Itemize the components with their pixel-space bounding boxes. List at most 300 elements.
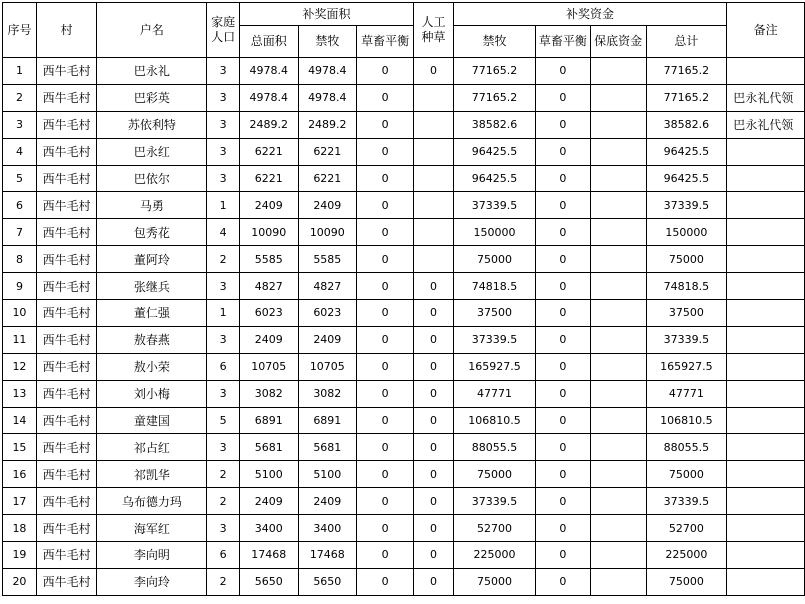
cell-area-balance: 0: [357, 246, 414, 273]
cell-village: 西牛毛村: [36, 111, 97, 138]
cell-artificial-grass: [414, 138, 454, 165]
cell-area-balance: 0: [357, 488, 414, 515]
cell-artificial-grass: 0: [414, 326, 454, 353]
cell-family-population: 3: [207, 434, 240, 461]
cell-area-graze-ban: 2409: [298, 192, 357, 219]
cell-area-graze-ban: 3082: [298, 380, 357, 407]
cell-fund-guarantee: [590, 407, 646, 434]
cell-area-total: 2409: [239, 326, 298, 353]
cell-area-graze-ban: 3400: [298, 515, 357, 542]
cell-area-graze-ban: 4827: [298, 273, 357, 300]
cell-village: 西牛毛村: [36, 434, 97, 461]
cell-family-population: 3: [207, 515, 240, 542]
cell-area-graze-ban: 2489.2: [298, 111, 357, 138]
cell-village: 西牛毛村: [36, 165, 97, 192]
cell-fund-guarantee: [590, 380, 646, 407]
cell-artificial-grass: [414, 84, 454, 111]
cell-area-graze-ban: 6221: [298, 138, 357, 165]
cell-fund-guarantee: [590, 300, 646, 327]
cell-seq: 9: [3, 273, 37, 300]
cell-area-balance: 0: [357, 192, 414, 219]
cell-fund-guarantee: [590, 273, 646, 300]
cell-fund-total: 77165.2: [646, 58, 727, 85]
cell-fund-guarantee: [590, 434, 646, 461]
cell-note: [727, 542, 805, 569]
cell-area-total: 6221: [239, 138, 298, 165]
cell-area-graze-ban: 5585: [298, 246, 357, 273]
cell-area-graze-ban: 2409: [298, 488, 357, 515]
cell-family-population: 3: [207, 84, 240, 111]
cell-household-name: 童建国: [97, 407, 207, 434]
cell-area-total: 6891: [239, 407, 298, 434]
cell-area-graze-ban: 5650: [298, 568, 357, 595]
cell-area-graze-ban: 4978.4: [298, 84, 357, 111]
header-fund-graze-ban: 禁牧: [453, 26, 535, 58]
cell-household-name: 敖小荣: [97, 353, 207, 380]
cell-fund-graze-ban: 77165.2: [453, 58, 535, 85]
cell-area-graze-ban: 5100: [298, 461, 357, 488]
cell-village: 西牛毛村: [36, 326, 97, 353]
cell-fund-total: 106810.5: [646, 407, 727, 434]
cell-fund-graze-ban: 165927.5: [453, 353, 535, 380]
cell-fund-balance: 0: [536, 300, 590, 327]
cell-fund-guarantee: [590, 353, 646, 380]
cell-fund-balance: 0: [536, 326, 590, 353]
header-area-balance: 草畜平衡: [357, 26, 414, 58]
cell-fund-total: 96425.5: [646, 165, 727, 192]
cell-area-total: 4978.4: [239, 84, 298, 111]
cell-village: 西牛毛村: [36, 515, 97, 542]
cell-family-population: 6: [207, 542, 240, 569]
cell-fund-balance: 0: [536, 353, 590, 380]
cell-artificial-grass: 0: [414, 461, 454, 488]
cell-fund-total: 75000: [646, 461, 727, 488]
header-seq: 序号: [3, 3, 37, 58]
cell-fund-graze-ban: 38582.6: [453, 111, 535, 138]
table-body: [3, 58, 805, 596]
table-row: [3, 407, 805, 434]
cell-area-balance: 0: [357, 326, 414, 353]
table-row: [3, 326, 805, 353]
cell-note: [727, 488, 805, 515]
cell-fund-balance: 0: [536, 380, 590, 407]
cell-family-population: 3: [207, 165, 240, 192]
cell-village: 西牛毛村: [36, 407, 97, 434]
cell-fund-graze-ban: 37500: [453, 300, 535, 327]
cell-fund-balance: 0: [536, 219, 590, 246]
cell-village: 西牛毛村: [36, 273, 97, 300]
cell-area-total: 17468: [239, 542, 298, 569]
header-fund-balance: 草畜平衡: [536, 26, 590, 58]
table-row: [3, 515, 805, 542]
cell-artificial-grass: 0: [414, 568, 454, 595]
table-row: [3, 58, 805, 85]
table-row: [3, 434, 805, 461]
header-note: 备注: [727, 3, 805, 58]
cell-fund-graze-ban: 37339.5: [453, 488, 535, 515]
cell-area-total: 6221: [239, 165, 298, 192]
cell-family-population: 2: [207, 461, 240, 488]
cell-artificial-grass: [414, 246, 454, 273]
cell-village: 西牛毛村: [36, 461, 97, 488]
cell-fund-graze-ban: 75000: [453, 461, 535, 488]
cell-seq: 8: [3, 246, 37, 273]
cell-area-graze-ban: 5681: [298, 434, 357, 461]
cell-fund-graze-ban: 77165.2: [453, 84, 535, 111]
cell-fund-graze-ban: 37339.5: [453, 326, 535, 353]
cell-fund-graze-ban: 37339.5: [453, 192, 535, 219]
cell-household-name: 敖春燕: [97, 326, 207, 353]
cell-seq: 19: [3, 542, 37, 569]
cell-fund-guarantee: [590, 138, 646, 165]
cell-seq: 6: [3, 192, 37, 219]
cell-fund-balance: 0: [536, 84, 590, 111]
cell-note: [727, 326, 805, 353]
cell-area-balance: 0: [357, 300, 414, 327]
cell-area-total: 10090: [239, 219, 298, 246]
table-row: [3, 568, 805, 595]
cell-fund-guarantee: [590, 246, 646, 273]
cell-household-name: 马勇: [97, 192, 207, 219]
cell-fund-graze-ban: 75000: [453, 246, 535, 273]
cell-fund-balance: 0: [536, 58, 590, 85]
cell-fund-total: 75000: [646, 568, 727, 595]
cell-fund-graze-ban: 150000: [453, 219, 535, 246]
cell-household-name: 刘小梅: [97, 380, 207, 407]
header-area-graze-ban: 禁牧: [298, 26, 357, 58]
cell-area-total: 2409: [239, 488, 298, 515]
cell-artificial-grass: [414, 219, 454, 246]
header-household: 户名: [97, 3, 207, 58]
cell-seq: 15: [3, 434, 37, 461]
cell-artificial-grass: 0: [414, 434, 454, 461]
cell-area-total: 5100: [239, 461, 298, 488]
cell-note: [727, 407, 805, 434]
cell-family-population: 3: [207, 138, 240, 165]
cell-note: [727, 273, 805, 300]
cell-fund-guarantee: [590, 568, 646, 595]
table-row: [3, 380, 805, 407]
cell-fund-total: 37339.5: [646, 192, 727, 219]
cell-fund-balance: 0: [536, 138, 590, 165]
header-family-line-2: 人口: [211, 30, 236, 44]
header-family-population: [207, 3, 240, 58]
cell-area-total: 5650: [239, 568, 298, 595]
cell-area-graze-ban: 6891: [298, 407, 357, 434]
cell-fund-balance: 0: [536, 192, 590, 219]
cell-fund-guarantee: [590, 461, 646, 488]
cell-household-name: 包秀花: [97, 219, 207, 246]
cell-seq: 10: [3, 300, 37, 327]
cell-fund-graze-ban: 52700: [453, 515, 535, 542]
cell-artificial-grass: 0: [414, 58, 454, 85]
cell-area-graze-ban: 17468: [298, 542, 357, 569]
cell-area-balance: 0: [357, 165, 414, 192]
header-artificial-line-2: 种草: [421, 30, 446, 44]
cell-area-balance: 0: [357, 111, 414, 138]
cell-area-total: 5585: [239, 246, 298, 273]
cell-area-balance: 0: [357, 84, 414, 111]
cell-seq: 11: [3, 326, 37, 353]
cell-area-total: 2489.2: [239, 111, 298, 138]
cell-area-balance: 0: [357, 353, 414, 380]
table-row: [3, 84, 805, 111]
cell-seq: 13: [3, 380, 37, 407]
cell-family-population: 3: [207, 111, 240, 138]
cell-family-population: 5: [207, 407, 240, 434]
cell-fund-guarantee: [590, 84, 646, 111]
cell-artificial-grass: 0: [414, 407, 454, 434]
table-row: [3, 353, 805, 380]
cell-fund-guarantee: [590, 165, 646, 192]
cell-artificial-grass: [414, 192, 454, 219]
header-fund-total: 总计: [646, 26, 727, 58]
cell-area-graze-ban: 4978.4: [298, 58, 357, 85]
cell-note: [727, 246, 805, 273]
cell-seq: 4: [3, 138, 37, 165]
cell-household-name: 祁占红: [97, 434, 207, 461]
header-family-line-1: 家庭: [211, 15, 236, 29]
cell-note: [727, 515, 805, 542]
cell-artificial-grass: 0: [414, 353, 454, 380]
cell-fund-graze-ban: 75000: [453, 568, 535, 595]
cell-village: 西牛毛村: [36, 380, 97, 407]
cell-household-name: 祁凯华: [97, 461, 207, 488]
cell-artificial-grass: 0: [414, 515, 454, 542]
cell-family-population: 3: [207, 326, 240, 353]
cell-household-name: 巴依尔: [97, 165, 207, 192]
cell-fund-total: 225000: [646, 542, 727, 569]
table-row: [3, 273, 805, 300]
cell-seq: 16: [3, 461, 37, 488]
cell-fund-balance: 0: [536, 407, 590, 434]
cell-area-total: 3400: [239, 515, 298, 542]
cell-fund-balance: 0: [536, 246, 590, 273]
cell-fund-balance: 0: [536, 568, 590, 595]
cell-note: [727, 300, 805, 327]
cell-fund-guarantee: [590, 542, 646, 569]
table-row: [3, 488, 805, 515]
cell-village: 西牛毛村: [36, 353, 97, 380]
cell-artificial-grass: 0: [414, 380, 454, 407]
cell-area-balance: 0: [357, 273, 414, 300]
cell-household-name: 海军红: [97, 515, 207, 542]
cell-fund-balance: 0: [536, 273, 590, 300]
cell-area-graze-ban: 6221: [298, 165, 357, 192]
cell-area-balance: 0: [357, 515, 414, 542]
cell-note: 巴永礼代领: [727, 111, 805, 138]
cell-family-population: 1: [207, 300, 240, 327]
cell-seq: 18: [3, 515, 37, 542]
cell-note: 巴永礼代领: [727, 84, 805, 111]
cell-village: 西牛毛村: [36, 138, 97, 165]
cell-family-population: 4: [207, 219, 240, 246]
cell-fund-total: 88055.5: [646, 434, 727, 461]
cell-fund-balance: 0: [536, 434, 590, 461]
cell-artificial-grass: [414, 165, 454, 192]
cell-fund-total: 75000: [646, 246, 727, 273]
cell-family-population: 6: [207, 353, 240, 380]
cell-fund-graze-ban: 88055.5: [453, 434, 535, 461]
cell-artificial-grass: 0: [414, 488, 454, 515]
cell-household-name: 苏依利特: [97, 111, 207, 138]
cell-village: 西牛毛村: [36, 246, 97, 273]
subsidy-table: [2, 2, 805, 596]
cell-area-balance: 0: [357, 461, 414, 488]
cell-fund-balance: 0: [536, 488, 590, 515]
cell-fund-graze-ban: 47771: [453, 380, 535, 407]
cell-fund-guarantee: [590, 488, 646, 515]
cell-household-name: 李向明: [97, 542, 207, 569]
cell-fund-balance: 0: [536, 515, 590, 542]
table-row: [3, 246, 805, 273]
cell-seq: 7: [3, 219, 37, 246]
cell-area-balance: 0: [357, 219, 414, 246]
cell-note: [727, 380, 805, 407]
cell-family-population: 3: [207, 380, 240, 407]
cell-family-population: 2: [207, 568, 240, 595]
cell-fund-total: 96425.5: [646, 138, 727, 165]
table-header: [3, 3, 805, 58]
cell-household-name: 张继兵: [97, 273, 207, 300]
cell-family-population: 3: [207, 58, 240, 85]
cell-note: [727, 434, 805, 461]
cell-fund-total: 37500: [646, 300, 727, 327]
cell-fund-total: 37339.5: [646, 488, 727, 515]
cell-fund-graze-ban: 225000: [453, 542, 535, 569]
header-fund-guarantee: 保底资金: [590, 26, 646, 58]
cell-fund-graze-ban: 106810.5: [453, 407, 535, 434]
cell-note: [727, 353, 805, 380]
cell-fund-balance: 0: [536, 111, 590, 138]
cell-area-balance: 0: [357, 380, 414, 407]
header-area-total: 总面积: [239, 26, 298, 58]
cell-village: 西牛毛村: [36, 192, 97, 219]
cell-fund-total: 77165.2: [646, 84, 727, 111]
cell-area-total: 10705: [239, 353, 298, 380]
cell-household-name: 乌布德力玛: [97, 488, 207, 515]
cell-fund-total: 165927.5: [646, 353, 727, 380]
cell-area-balance: 0: [357, 568, 414, 595]
cell-artificial-grass: 0: [414, 542, 454, 569]
cell-seq: 12: [3, 353, 37, 380]
cell-area-graze-ban: 10090: [298, 219, 357, 246]
cell-area-total: 3082: [239, 380, 298, 407]
cell-area-total: 4978.4: [239, 58, 298, 85]
header-village: 村: [36, 3, 97, 58]
cell-artificial-grass: 0: [414, 300, 454, 327]
cell-seq: 3: [3, 111, 37, 138]
cell-household-name: 巴彩英: [97, 84, 207, 111]
cell-fund-guarantee: [590, 58, 646, 85]
cell-area-balance: 0: [357, 407, 414, 434]
cell-fund-total: 150000: [646, 219, 727, 246]
cell-seq: 5: [3, 165, 37, 192]
cell-fund-total: 47771: [646, 380, 727, 407]
cell-fund-guarantee: [590, 192, 646, 219]
table-row: [3, 192, 805, 219]
cell-household-name: 董阿玲: [97, 246, 207, 273]
header-artificial-line-1: 人工: [421, 15, 446, 29]
header-area-group: 补奖面积: [239, 3, 413, 26]
table-row: [3, 461, 805, 488]
cell-note: [727, 461, 805, 488]
cell-area-total: 4827: [239, 273, 298, 300]
cell-household-name: 巴永礼: [97, 58, 207, 85]
cell-fund-total: 52700: [646, 515, 727, 542]
header-artificial-grass: [414, 3, 454, 58]
cell-area-balance: 0: [357, 58, 414, 85]
cell-note: [727, 219, 805, 246]
cell-village: 西牛毛村: [36, 568, 97, 595]
cell-area-balance: 0: [357, 138, 414, 165]
cell-family-population: 2: [207, 246, 240, 273]
cell-seq: 1: [3, 58, 37, 85]
cell-area-balance: 0: [357, 542, 414, 569]
cell-fund-total: 74818.5: [646, 273, 727, 300]
cell-area-graze-ban: 10705: [298, 353, 357, 380]
cell-seq: 17: [3, 488, 37, 515]
cell-village: 西牛毛村: [36, 84, 97, 111]
cell-fund-balance: 0: [536, 165, 590, 192]
cell-area-balance: 0: [357, 434, 414, 461]
cell-village: 西牛毛村: [36, 219, 97, 246]
cell-area-total: 5681: [239, 434, 298, 461]
cell-village: 西牛毛村: [36, 542, 97, 569]
cell-area-graze-ban: 6023: [298, 300, 357, 327]
table-row: [3, 111, 805, 138]
cell-fund-total: 37339.5: [646, 326, 727, 353]
cell-note: [727, 138, 805, 165]
cell-seq: 14: [3, 407, 37, 434]
cell-area-total: 2409: [239, 192, 298, 219]
cell-artificial-grass: [414, 111, 454, 138]
table-row: [3, 219, 805, 246]
cell-fund-guarantee: [590, 219, 646, 246]
cell-fund-balance: 0: [536, 542, 590, 569]
cell-fund-guarantee: [590, 326, 646, 353]
table-row: [3, 138, 805, 165]
cell-area-graze-ban: 2409: [298, 326, 357, 353]
cell-fund-guarantee: [590, 515, 646, 542]
cell-family-population: 3: [207, 273, 240, 300]
cell-artificial-grass: 0: [414, 273, 454, 300]
cell-note: [727, 192, 805, 219]
cell-note: [727, 568, 805, 595]
cell-note: [727, 58, 805, 85]
cell-village: 西牛毛村: [36, 488, 97, 515]
table-row: [3, 542, 805, 569]
cell-household-name: 巴永红: [97, 138, 207, 165]
cell-household-name: 董仁强: [97, 300, 207, 327]
cell-fund-graze-ban: 96425.5: [453, 138, 535, 165]
cell-household-name: 李向玲: [97, 568, 207, 595]
cell-fund-guarantee: [590, 111, 646, 138]
cell-family-population: 1: [207, 192, 240, 219]
cell-family-population: 2: [207, 488, 240, 515]
cell-village: 西牛毛村: [36, 300, 97, 327]
cell-fund-total: 38582.6: [646, 111, 727, 138]
header-fund-group: 补奖资金: [453, 3, 726, 26]
cell-note: [727, 165, 805, 192]
cell-fund-graze-ban: 96425.5: [453, 165, 535, 192]
cell-area-total: 6023: [239, 300, 298, 327]
table-row: [3, 165, 805, 192]
cell-seq: 20: [3, 568, 37, 595]
cell-fund-graze-ban: 74818.5: [453, 273, 535, 300]
cell-village: 西牛毛村: [36, 58, 97, 85]
cell-seq: 2: [3, 84, 37, 111]
